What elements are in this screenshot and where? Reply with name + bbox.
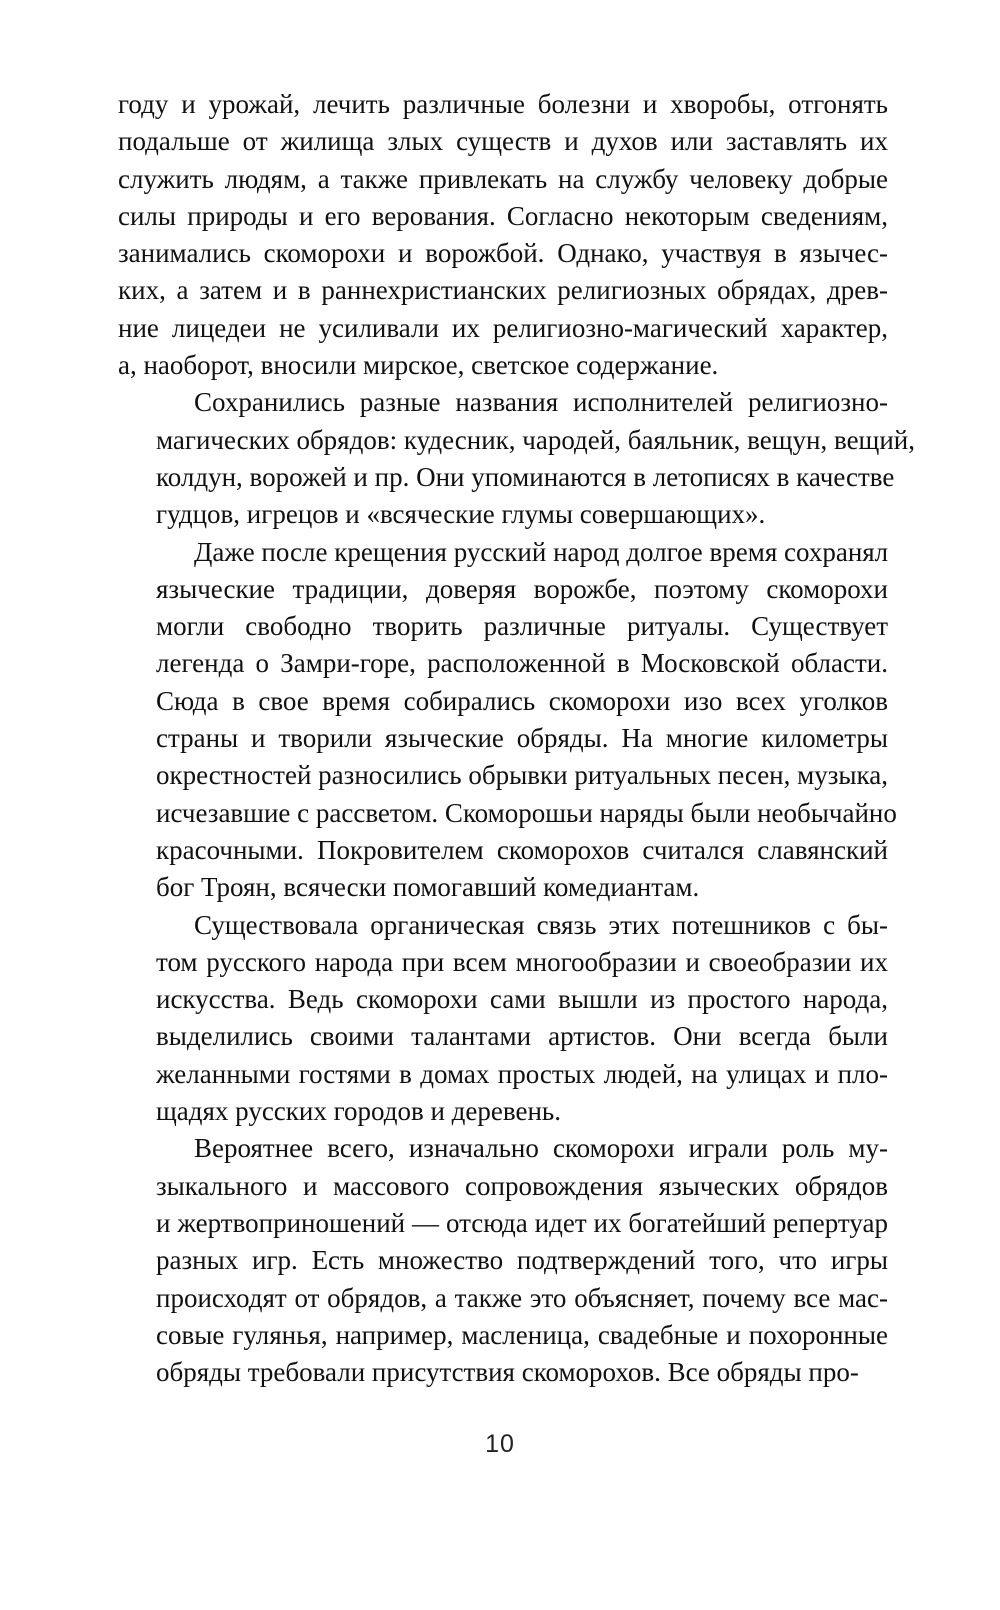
text-line: страны и творили языческие обряды. На многие километры (156, 723, 888, 754)
paragraph (118, 384, 915, 533)
text-line: Сохранились разные названия исполнителей религиозно- (194, 387, 888, 418)
text-line: и жертвоприношений — отсюда идет их богатейший репертуар (156, 1207, 888, 1238)
text-line: легенда о Замри-горе, расположенной в Московской области. (156, 648, 888, 679)
text-line: выделились своими талантами артистов. Они всегда были (156, 1021, 888, 1052)
text-line: подальше от жилища злых существ и духов или заставлять их (118, 126, 888, 157)
paragraph (118, 534, 897, 907)
text-line: гудцов, игрецов и «всяческие глумы совершающих». (156, 499, 766, 530)
text-line: красочными. Покровителем скоморохов считался славянский (156, 834, 888, 865)
text-line: могли свободно творить различные ритуалы. Существует (156, 611, 888, 642)
text-line: искусства. Ведь скоморохи сами вышли из простого народа, (156, 984, 888, 1015)
page-number: 10 (485, 1430, 515, 1458)
text-line: разных игр. Есть множество подтверждений того, что игры (156, 1245, 888, 1276)
text-line: ние лицедеи не усиливали их религиозно-магический характер, (118, 312, 888, 343)
text-line: языческие традиции, доверяя ворожбе, поэтому скоморохи (156, 573, 888, 604)
text-line: занимались скоморохи и ворожбой. Однако, участвуя в язычес- (118, 238, 888, 269)
paragraph (118, 86, 888, 384)
text-line: служить людям, а также привлекать на службу человеку добрые (118, 163, 888, 194)
text-line: Вероятнее всего, изначально скоморохи играли роль му- (194, 1133, 888, 1164)
text-line: исчезавшие с рассветом. Скоморошьи наряды были необычайно (156, 797, 897, 828)
text-line: бог Троян, всячески помогавший комедиантам. (156, 872, 700, 903)
body-text (118, 86, 915, 1391)
text-line: том русского народа при всем многообразии и своеобразии их (156, 946, 888, 977)
text-line: окрестностей разносились обрывки ритуальных песен, музыка, (156, 760, 888, 791)
text-line: зыкального и массового сопровождения языческих обрядов (156, 1170, 888, 1201)
text-line: желанными гостями в домах простых людей, на улицах и пло- (156, 1058, 888, 1089)
text-line: году и урожай, лечить различные болезни и хворобы, отгонять (118, 89, 888, 119)
text-line: колдун, ворожей и пр. Они упоминаются в летописях в качестве (156, 461, 895, 492)
text-line: совые гулянья, например, масленица, свадебные и похоронные (156, 1319, 888, 1350)
text-line: Даже после крещения русский народ долгое время сохранял (194, 536, 889, 567)
text-line: силы природы и его верования. Согласно некоторым сведениям, (118, 200, 888, 231)
text-line: а, наоборот, вносили мирское, светское содержание. (118, 350, 719, 381)
text-line: Сюда в свое время собирались скоморохи изо всех уголков (156, 685, 888, 716)
text-line: происходят от обрядов, а также это объясняет, почему все мас- (156, 1282, 888, 1313)
paragraph (118, 1130, 888, 1391)
text-line: Существовала органическая связь этих потешников с бы- (194, 909, 888, 940)
paragraph (118, 907, 888, 1131)
text-line: обряды требовали присутствия скоморохов. Все обряды про- (156, 1357, 859, 1388)
text-line: магических обрядов: кудесник, чародей, баяльник, вещун, вещий, (156, 424, 915, 455)
text-line: щадях русских городов и деревень. (156, 1096, 561, 1127)
text-line: ких, а затем и в раннехристианских религиозных обрядах, древ- (118, 275, 888, 306)
